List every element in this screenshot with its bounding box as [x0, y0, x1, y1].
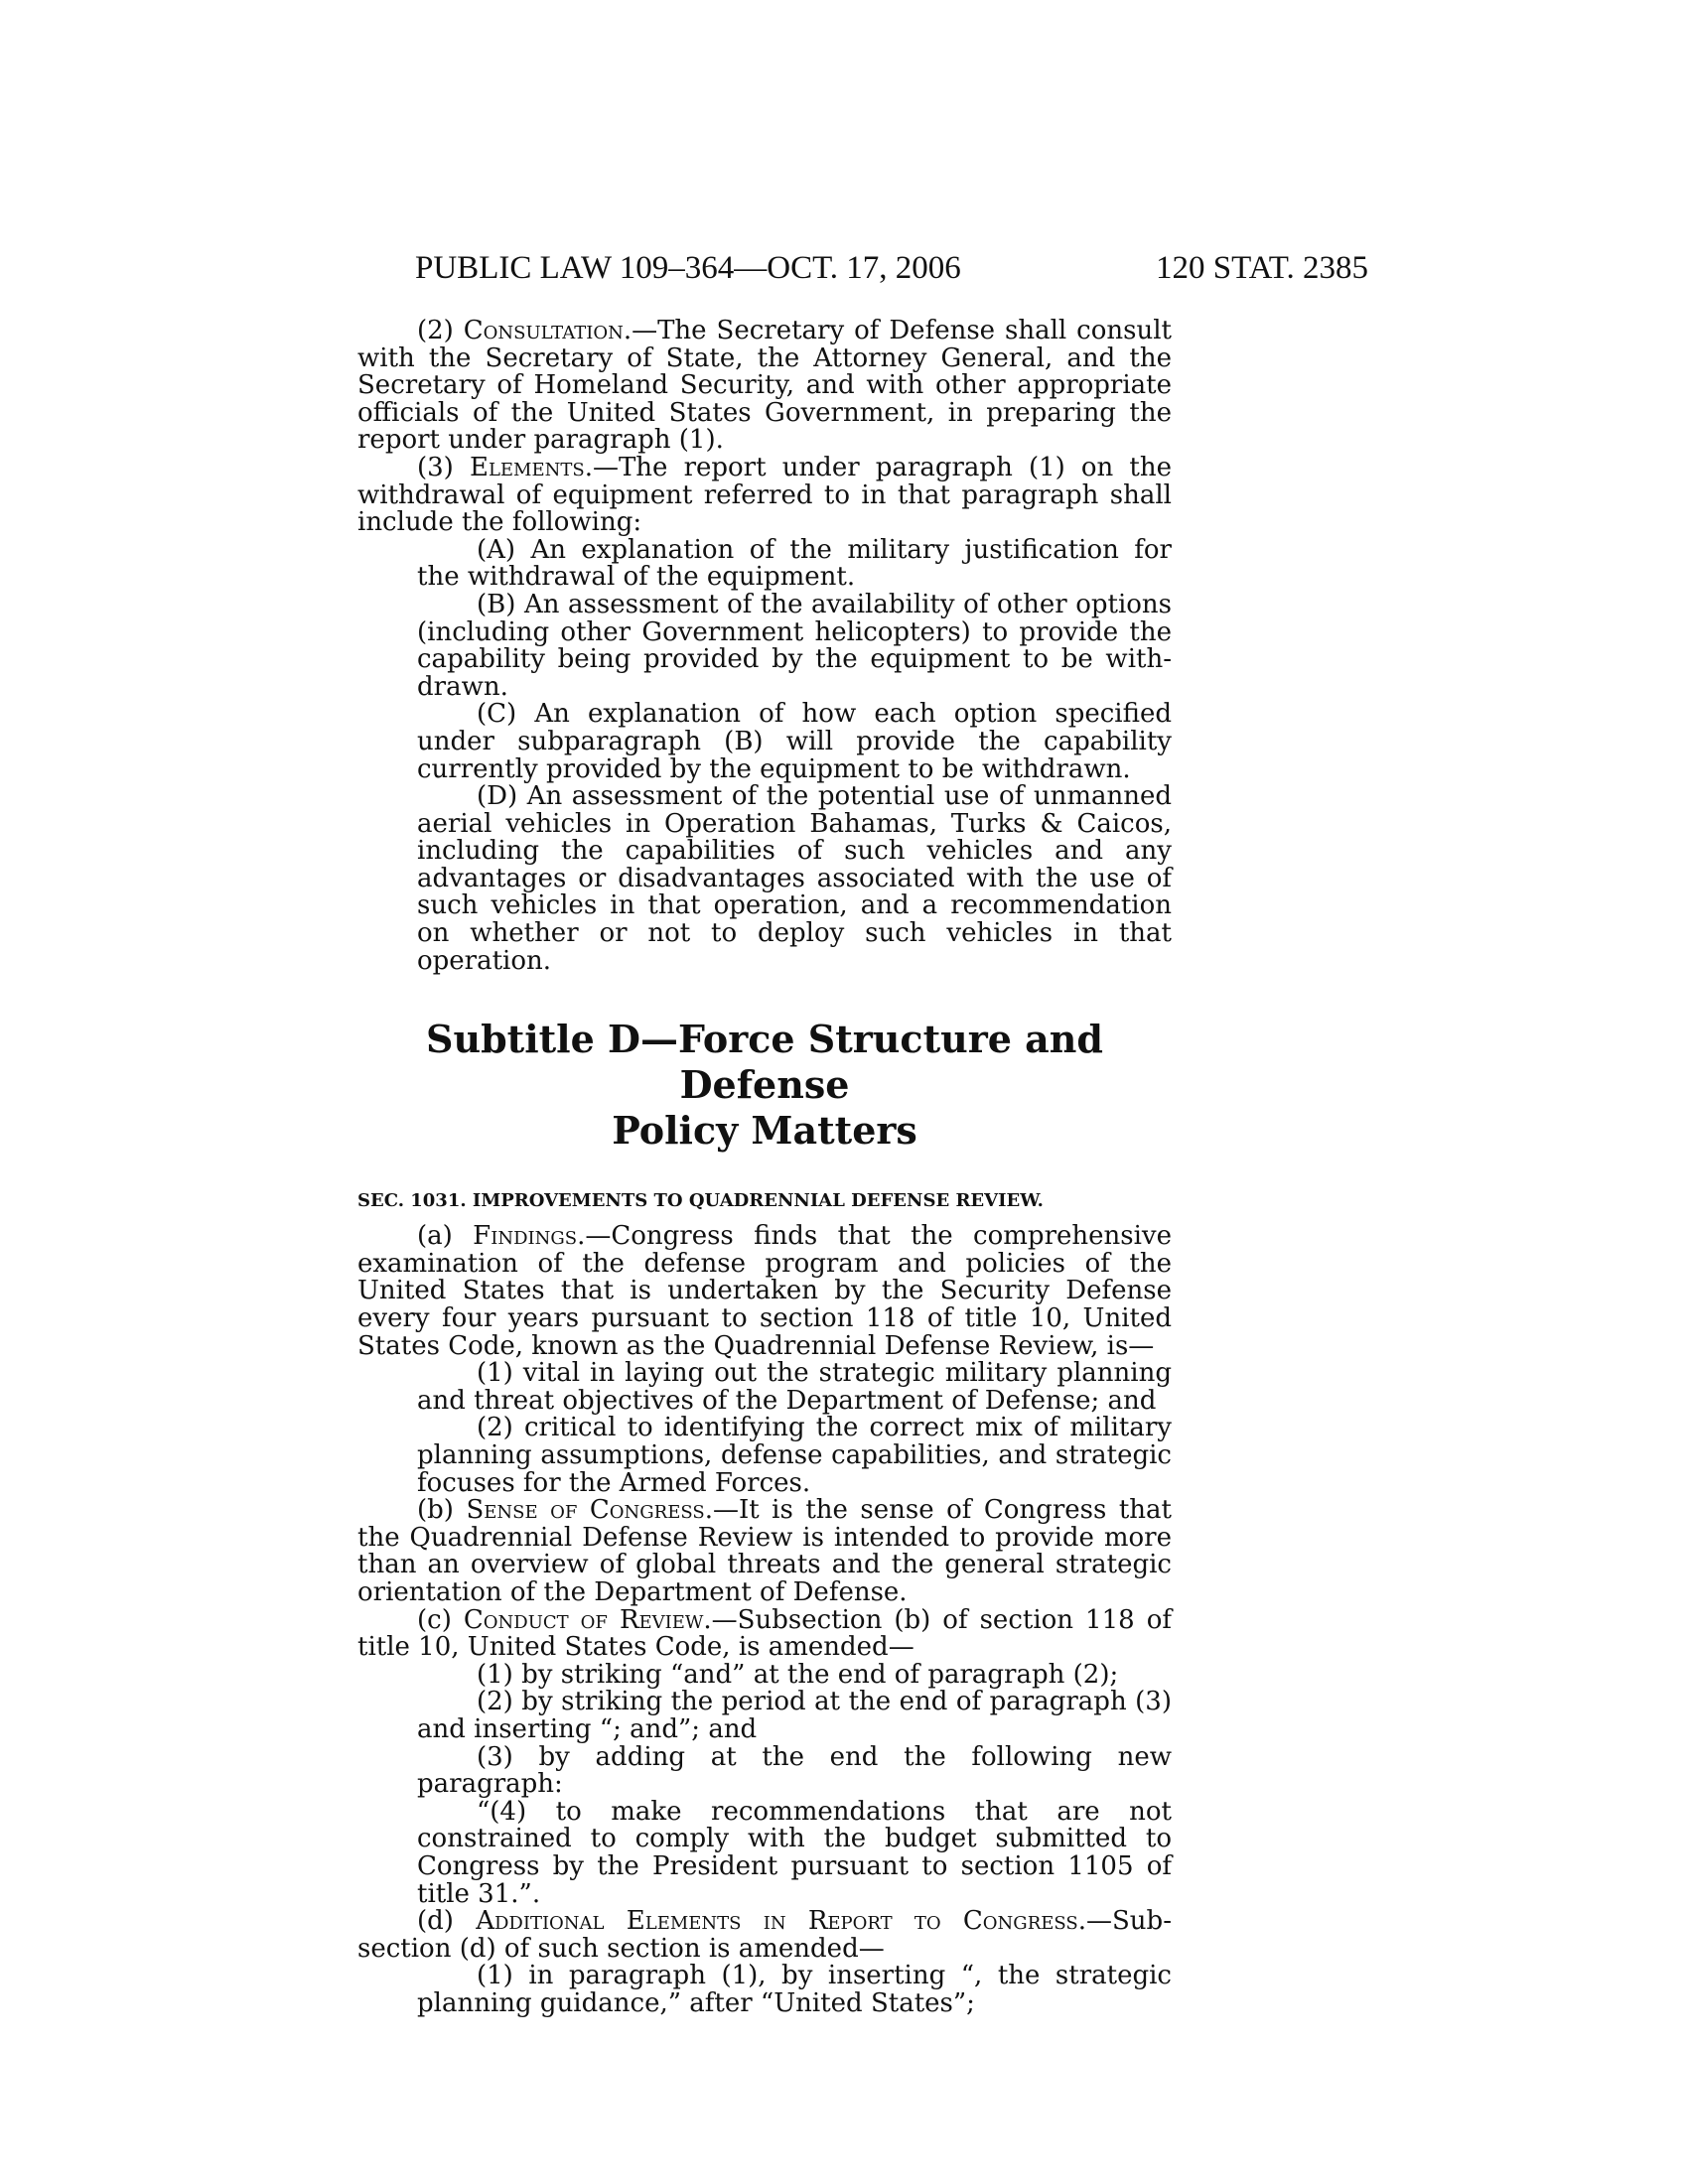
paragraph-text: .—The Secretary of Defense shall consult with the Secretary of State, the Attorney General, and the Secretary of Homeland Security, and with other appropriate officials of the United States Government, in preparing the report under paragraph (1).: [357, 316, 1172, 456]
subparagraph-c: (C) An explanation of how each option specified under subparagraph (B) will provide the capability currently provided by the equipment to be withdrawn.: [417, 699, 1172, 784]
subsection-caption: Sense of Congress: [466, 1495, 705, 1526]
findings-item-2: (2) critical to identifying the correct mix of military planning assumptions, defense capabilities, and strategic focuses for the Armed Forces.: [417, 1413, 1172, 1498]
subparagraph-b: (B) An assessment of the availability of other options (including other Government helicopters) to provide the capability being provided by the equipment to be withdrawn.: [417, 589, 1172, 702]
paragraph-elements: [357, 452, 1173, 538]
subsection-c-conduct-of-review: [357, 1604, 1172, 1663]
subsection-text: .—It is the sense of Congress that the Quadrennial Defense Review is intended to provide more than an overview of global threats and the general strategic orientation of the Department of Defense.: [357, 1495, 1172, 1607]
paragraph-caption: Elements: [469, 452, 585, 482]
paragraph-caption: Consultation: [463, 316, 624, 345]
statute-page-number: 120 STAT. 2385: [1155, 250, 1368, 286]
subsection-d-additional-elements: [357, 1908, 1172, 1963]
subparagraph-d: (D) An assessment of the potential use of unmanned aerial vehicles in Operation Bahamas, Turks & Caicos, including the capabilities of such vehicles and any advantages or disadvantages associated with the use of such vehicles in that operation, and a recommendation on whether or not to deploy such vehicles in that operation.: [417, 781, 1172, 976]
subsection-caption: Conduct of Review: [463, 1604, 704, 1635]
paragraph-consultation: [357, 318, 1172, 455]
paragraph-label: (3): [417, 452, 470, 482]
amendment-item-1: (1) by striking “and” at the end of paragraph (2);: [477, 1659, 1119, 1690]
subsection-label: (b): [417, 1495, 467, 1526]
subparagraph-a: (A) An explanation of the military justification for the withdrawal of the equipment.: [417, 534, 1172, 593]
subsection-label: (c): [417, 1604, 464, 1635]
subsection-text: .—Subsection (b) of section 118 of title 10, United States Code, is amended—: [357, 1604, 1172, 1663]
subtitle-heading: [357, 1017, 1172, 1154]
inserted-paragraph-4: “(4) to make recommendations that are not constrained to comply with the budget submitted to Congress by the President pursuant to section 1105 of title 31.”.: [417, 1796, 1172, 1909]
paragraph-label: (2): [417, 316, 464, 345]
subsection-text: .—Subsection (d) of such section is amended—: [357, 1906, 1172, 1964]
amendment-item-3: (3) by adding at the end the following new paragraph:: [417, 1741, 1172, 1800]
amendment-d-item-1: (1) in paragraph (1), by inserting “, the strategic planning guidance,” after “United States”;: [417, 1961, 1172, 2018]
findings-item-1: (1) vital in laying out the strategic military planning and threat objectives of the Department of Defense; and: [417, 1358, 1172, 1416]
subsection-label: (a): [417, 1221, 474, 1252]
amendment-item-2: (2) by striking the period at the end of paragraph (3) and inserting “; and”; and: [417, 1687, 1172, 1744]
subsection-text: .—Congress finds that the comprehensive examination of the defense program and policies of the United States that is undertaken by the Security Defense every four years pursuant to section 118 of title 10, United States Code, known as the Quadrennial Defense Review, is—: [357, 1221, 1172, 1361]
section-heading: SEC. 1031. IMPROVEMENTS TO QUADRENNIAL DEFENSE REVIEW.: [357, 1190, 1044, 1212]
text-column: [357, 318, 1172, 2017]
subsection-a-findings: [357, 1223, 1172, 1360]
subsection-b-sense-of-congress: [357, 1497, 1172, 1606]
running-head: [415, 248, 1368, 288]
public-law-citation: PUBLIC LAW 109–364—OCT. 17, 2006: [415, 250, 961, 286]
subsection-label: (d): [417, 1906, 477, 1937]
subtitle-line-1: Subtitle D—Force Structure and Defense: [426, 1017, 1103, 1108]
paragraph-text: .—The report under paragraph (1) on the withdrawal of equipment referred to in that paragraph shall include the following:: [357, 452, 1173, 538]
subsection-caption: Findings: [473, 1221, 578, 1252]
subtitle-line-2: Policy Matters: [612, 1108, 917, 1154]
subsection-caption: Additional Elements in Report to Congress: [476, 1906, 1078, 1937]
